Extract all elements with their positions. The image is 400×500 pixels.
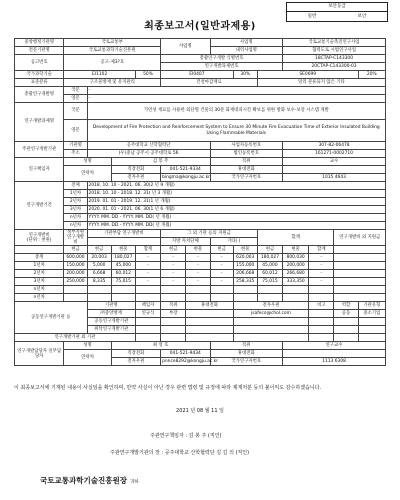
period-label: 연구개발기간: [15, 182, 64, 230]
period-total-value: 2018. 10. 10 - 2021. 06. 30(2 년 9 개월): [87, 182, 385, 190]
lang-korean-label: 국문: [64, 87, 87, 95]
pc-phone-value: 041-521-9434: [161, 350, 210, 358]
cash-h1: 현금: [64, 246, 87, 254]
class-pct-3: 20%: [358, 71, 385, 79]
co-inst-pi-header: 책임자: [135, 302, 160, 310]
pc-position-label: 직위: [210, 342, 283, 350]
addressee: [40, 475, 139, 486]
report-title: 최종보고서(일반과제용): [144, 21, 256, 32]
project-number-label: 연구개발과제번호: [161, 63, 283, 71]
pi-label: 연구책임자: [15, 158, 64, 182]
project-title-label: 연구개발과제명: [15, 103, 64, 142]
total-id-label: 총괄연구개발 식별번호: [161, 55, 283, 63]
budget-row-yn2: n년차: [15, 294, 386, 302]
period-y3-value: 2020. 01. 01 - 2021. 06. 30(1 년 6 개월): [87, 206, 385, 214]
pc-mobile-label: 휴대전화: [210, 350, 283, 358]
co-inst-role: 공동: [334, 310, 358, 318]
budget-row-yn1: n년차: [15, 286, 386, 294]
biz-reg-value: 307-82-06478: [283, 142, 386, 150]
pc-name-label: 성명: [64, 342, 111, 350]
corp-reg-label: 법인등록번호: [210, 150, 283, 158]
agency-label: 전문기관명: [15, 47, 64, 55]
co-inst-role-header: 역할: [334, 302, 358, 310]
corp-reg-value: 161271-0002710: [283, 150, 386, 158]
co-inst-name-header: 기관명: [87, 302, 135, 310]
cash-h5: 현금: [257, 246, 282, 254]
period-yn2-label: n년차: [64, 222, 87, 230]
co-institutions-label: 공동연구개발기관 등: [15, 302, 88, 334]
period-total-label: 전체: [64, 182, 87, 190]
program-label: 사업명: [161, 39, 210, 55]
inkind-h1: 현물: [111, 246, 135, 254]
co-inst-email: jsafeco@chol.com: [233, 310, 309, 318]
pi-phone-label: 직장전화: [111, 166, 160, 174]
project-title-eng: Development of Fire Protection and Reinforcement System to Ensure 30 Minute Fire Evacuation Time of Exterior Insulated Building Using Flammable Materials: [87, 120, 385, 142]
pc-phone-label: 직장전화: [111, 350, 160, 358]
notice-number-value: 공고-제3?호: [64, 55, 161, 71]
lang-english-label: 영문: [64, 95, 87, 103]
lang-korean-label-2: 국문: [64, 103, 87, 120]
pc-researcher-no-value: 1113 6308: [283, 358, 386, 366]
pi-researcher-no-label: 국가연구자번호: [210, 174, 283, 182]
co-inst-type: 중소기업: [358, 310, 385, 318]
report-form-table: [14, 38, 386, 366]
co-inst-category: 공동연구개발기관: [87, 318, 135, 326]
report-date: 2021 년 08 월 11 일: [176, 408, 224, 414]
declaration-note: 이 최종보고서에 기재된 내용이 사실임을 확인하며, 만약 사실이 아닌 경우 관련 법령 및 규정에 따라 제재처분 등의 불이익도 감수하겠습니다.: [14, 385, 322, 391]
period-yn2-value: YYYY. MM. DD - YYYY. MM. DD( 년 개월): [87, 222, 385, 230]
cash-h2: 현금: [87, 246, 111, 254]
class-name-3: 달리 분류되지 않은 기타: [257, 79, 385, 87]
class-pct-2: 30%: [233, 71, 257, 79]
period-yn1-label: n년차: [64, 214, 87, 222]
total-project-label: 총괄연구개발명: [15, 87, 64, 103]
pi-contact-label: 연락처: [64, 166, 111, 182]
ministry-label: 중앙행정기관명: [15, 39, 64, 47]
pi-researcher-no-value: 1015 4643: [283, 174, 386, 182]
ministry-value: 국토교통부: [64, 39, 161, 47]
pi-signature-line: 주관연구책임자 : 김 봉 주 (직인): [150, 433, 222, 439]
security-header: 보안등급: [287, 3, 387, 12]
notice-number-label: 공고번호: [15, 55, 64, 71]
total-project-kor: -: [87, 87, 385, 95]
classification-label-2: 표준분류: [15, 79, 64, 87]
co-inst-type-header: 기관유형: [358, 302, 385, 310]
period-yn1-value: YYYY. MM. DD - YYYY. MM. DD( 년 개월): [87, 214, 385, 222]
other-label: 기타( ): [210, 238, 257, 246]
subprogram-value: 협력도로 시범연구사업: [283, 47, 386, 55]
pc-researcher-no-label: 국가연구자번호: [210, 358, 283, 366]
pi-position-value: 교수: [283, 158, 386, 166]
co-inst-email-header: 전자우편: [233, 302, 309, 310]
pi-position-label: 직위: [210, 158, 283, 166]
total-project-eng: -: [87, 95, 385, 103]
co-inst-position: 부장: [161, 310, 186, 318]
co-inst-pi: 연규식: [135, 310, 160, 318]
inst-name-value: 공주대학교 산학협력단: [87, 142, 210, 150]
addressee-suffix: 귀하: [129, 480, 139, 485]
inkind-h4: 현물: [283, 246, 309, 254]
classification-label: 국가과학기술: [15, 71, 64, 79]
period-y1-label: 1년차: [64, 190, 87, 198]
period-y3-label: 3년차: [64, 206, 87, 214]
class-name-1: 구조물방재 및 유지관리: [64, 79, 161, 87]
co-inst-name: ㈜중앙방재: [87, 310, 135, 318]
external-inst-category: 연구개발기관 외 기관: [15, 334, 136, 342]
pc-email-label: 전자우편: [111, 358, 160, 366]
pi-mobile-label: 휴대전화: [210, 166, 283, 174]
total-id-value: 18CTAP-C143300: [283, 55, 386, 63]
cash-h3: 현금: [161, 246, 186, 254]
period-y2-value: 2019. 01. 01 - 2019. 12. 31(1 년 개월): [87, 198, 385, 206]
program-name-value: 국토교통기술촉진연구사업: [283, 39, 386, 47]
class-code-2: EI0407: [161, 71, 234, 79]
inst-fund-label: 기관부담 연구개발비: [87, 230, 161, 238]
co-inst-note-header: 비고: [309, 302, 334, 310]
biz-reg-label: 사업자등록번호: [210, 142, 283, 150]
pc-email-value: pnnce8292@kongju.ac.kr: [162, 359, 219, 365]
inkind-h2: 현물: [186, 246, 210, 254]
pc-name-value: 최 영 호: [111, 342, 210, 350]
program-name-label: 사업명: [210, 39, 283, 47]
agency-value: 국토교통과학기술진흥원: [64, 47, 161, 55]
project-title-kor: 가연성 재료를 사용한 외단열 건물의 30분 화재대피시간 확보를 위한 방화 보수·보강 시스템 개발: [87, 103, 385, 120]
budget-row-total: 총계 600,000 20,003 180,027 - - - - 620,003 180,027 800,030 -: [15, 254, 386, 262]
pi-mobile-value: [283, 166, 386, 174]
security-option-secure[interactable]: 보안: [357, 14, 367, 19]
pi-name-value: 김 봉 주: [111, 158, 210, 166]
pc-contact-label: 연락처: [64, 350, 111, 366]
period-y1-value: 2018. 10. 10 - 2018. 12. 31( 년 3 개월): [87, 190, 385, 198]
lead-institution-label: 주관연구개발기관: [15, 142, 64, 158]
budget-row-y3: 3년차 250,000 8,335 75,015 - - - - 258,335 75,015 333,350 -: [15, 278, 386, 286]
pi-email-label: 전자우편: [111, 174, 160, 182]
security-option-general[interactable]: 일반: [307, 14, 317, 19]
budget-label: 연구개발비 (단위 : 천원): [15, 230, 64, 246]
class-name-2: 건설마감재료: [161, 79, 258, 87]
extra-fund-label: 연구개발비 외 지원금: [334, 230, 386, 246]
subprogram-label: 내역사업명: [210, 47, 283, 55]
period-y2-label: 2년차: [64, 198, 87, 206]
cash-h4: 현금: [210, 246, 233, 254]
other-fund-label: 그 외 기관 등의 지원금: [161, 230, 258, 238]
consign-inst-category: 위탁연구개발기관: [87, 326, 135, 334]
co-inst-position-header: 직위: [161, 302, 186, 310]
inkind-h3: 현물: [233, 246, 257, 254]
class-pct-1: 50%: [135, 71, 160, 79]
practical-contact-label: 연구개발담당자 실무담당자: [15, 342, 64, 366]
sum-h2: 합계: [309, 246, 334, 254]
sum-h1: 합계: [135, 246, 160, 254]
gov-fund-label: 정부지원 연구개발비: [64, 230, 87, 246]
budget-row-y2: 2년차 200,000 6,668 60,012 - - - - 206,668 60,012 266,680 -: [15, 270, 386, 278]
project-number-value: 20CTAP-C143300-03: [283, 63, 386, 71]
budget-total-label: 합계: [257, 230, 334, 246]
inst-head-signature-line: 주관연구개발기관의 장 : 공주대학교 산학협력단 김 길 의 (직인): [110, 450, 250, 456]
inst-name-label: 기관명: [64, 142, 87, 150]
local-gov-label: 지방 자치단체: [161, 238, 210, 246]
addressee-org: 국토교통과학기술진흥원장: [40, 476, 127, 485]
address-label: 주소: [64, 150, 87, 158]
pi-phone-value: 041-521-9334: [161, 166, 210, 174]
pi-email-value: bingma@kongju.ac.kr: [162, 174, 210, 180]
lang-english-label-2: 영문: [64, 120, 87, 142]
class-code-1: EI1102: [64, 71, 136, 79]
pc-position-value: 연구교수: [283, 342, 386, 350]
pi-name-label: 성명: [64, 158, 111, 166]
class-code-3: SE0699: [257, 71, 358, 79]
address-value: (우)충남 공주시 공주대학로 56: [87, 150, 210, 158]
co-inst-mobile-header: 휴대전화: [186, 302, 233, 310]
budget-row-y1: 1년차 150,000 5,000 45,000 - - - - 155,000 45,000 200,000 -: [15, 262, 386, 270]
